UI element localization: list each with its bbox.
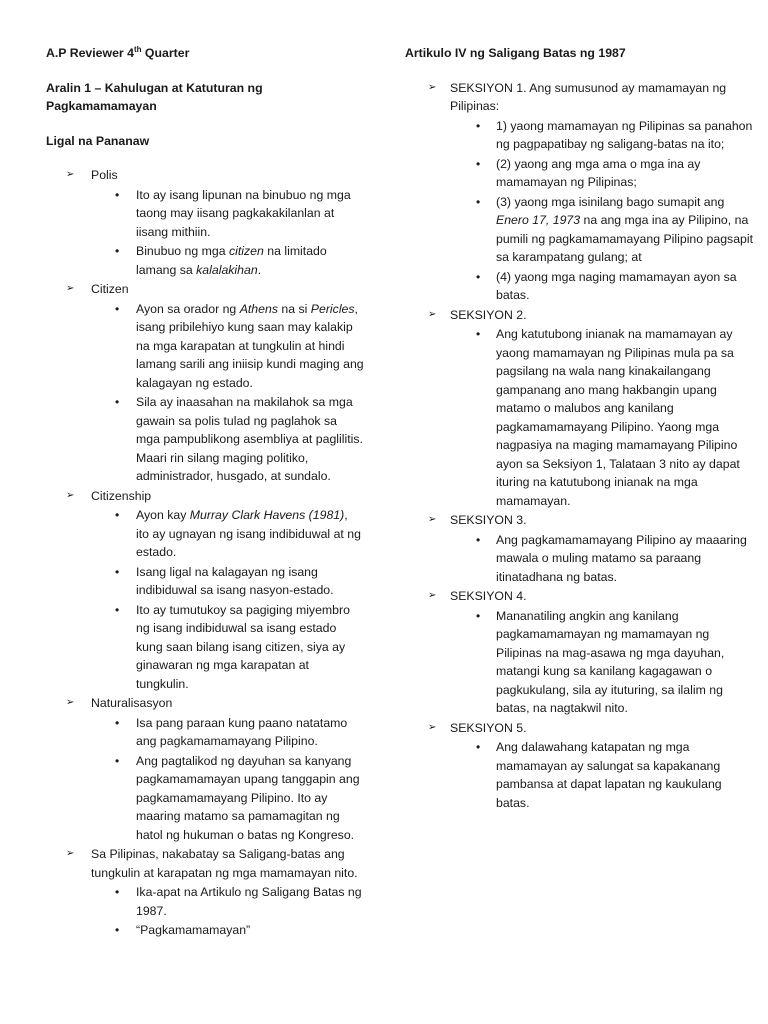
list-item: • Ito ay tumutukoy sa pagiging miyembro ng isang indibiduwal sa isang estado kung saan bilang isang citizen, siya ay ginawaran ng mga karapatan at tungkulin. (115, 602, 350, 691)
section-1: ➢ SEKSIYON 1. Ang sumusunod ay mamamayan ng Pilipinas: (428, 80, 727, 113)
section-2: ➢ SEKSIYON 2. (405, 306, 757, 325)
arrow-bullet-icon: ➢ (428, 81, 437, 93)
list-item: • Isa pang paraan kung paano natatamo ang pagkamamamayang Pilipino. (115, 715, 348, 748)
bullet-icon: • (476, 327, 481, 341)
list-item: • (4) yaong mga naging mamamayan ayon sa batas. (476, 269, 737, 302)
arrow-bullet-icon: ➢ (66, 169, 75, 180)
bullet-icon: • (476, 740, 481, 754)
bullet-icon: • (115, 753, 120, 768)
bullet-icon: • (115, 885, 120, 899)
bullet-icon: • (115, 602, 120, 617)
document-title: A.P Reviewer 4th Quarter (46, 44, 190, 60)
topic-citizenship: ➢ Citizenship (46, 487, 364, 506)
bullet-icon: • (115, 244, 120, 258)
list-item: • (3) yaong mga isinilang bago sumapit ang Enero 17, 1973 na ang mga ina ay Pilipino, na pumili ng pagkamamamayang Pilipino pagsapit sa karampatang gulang; at (476, 194, 754, 264)
topic-polis: ➢ Polis (46, 166, 364, 185)
lesson-title: Aralin 1 – Kahulugan at Katuturan ng Pagkamamamayan (46, 80, 263, 113)
topic-pilipinas: ➢ Sa Pilipinas, nakabatay sa Saligang-batas ang tungkulin at karapatan ng mga mamamayan nito. (66, 847, 358, 880)
section-5: ➢ SEKSIYON 5. (405, 719, 757, 738)
bullet-icon: • (476, 156, 481, 171)
arrow-bullet-icon: ➢ (66, 283, 75, 294)
bullet-icon: • (476, 118, 481, 133)
arrow-bullet-icon: ➢ (428, 514, 437, 525)
list-item: • Ang dalawahang katapatan ng mga mamamayan ay salungat sa kapakanang pambansa at dapat lapatan ng kaukulang batas. (476, 740, 722, 810)
bullet-icon: • (476, 194, 481, 209)
article-title: Artikulo IV ng Saligang Batas ng 1987 (405, 46, 626, 60)
list-item: • 1) yaong mamamayan ng Pilipinas sa panahon ng pagpapatibay ng saligang-batas na ito; (476, 118, 753, 151)
arrow-bullet-icon: ➢ (428, 721, 437, 733)
list-item: • Ito ay isang lipunan na binubuo ng mga taong may iisang pagkakakilanlan at iisang mithiin. (115, 187, 351, 239)
arrow-bullet-icon: ➢ (66, 848, 75, 859)
list-item: • “Pagkamamamayan” (46, 921, 364, 940)
topic-naturalisasyon: ➢ Naturalisasyon (46, 694, 364, 713)
section-title: Ligal na Pananaw (46, 133, 150, 148)
list-item: • Sila ay inaasahan na makilahok sa mga gawain sa polis tulad ng paglahok sa mga pampublikong asembliya at paglilitis. Maari rin silang maging politiko, administrador, husgado, at sundalo. (115, 395, 363, 483)
bullet-icon: • (115, 187, 120, 202)
list-item: • Ayon sa orador ng Athens na si Pericles, isang pribilehiyo kung saan may kalakip na mga karapatan at tungkulin at hindi lamang sarili ang iniisip kundi maging ang kalagayan ng estado. (115, 301, 364, 390)
list-item: • Ang pagkamamamayang Pilipino ay maaaring mawala o muling matamo sa paraang itinatadhana ng batas. (476, 532, 747, 584)
right-column (405, 44, 757, 813)
list-item: • Ika-apat na Artikulo ng Saligang Batas ng 1987. (115, 885, 362, 918)
list-item: • Ang pagtalikod ng dayuhan sa kanyang pagkamamamayan upang tanggapin ang pagkamamamayang Pilipino. Ito ay maaring matamo sa pamamagitan ng hatol ng hukuman o batas ng Kongreso. (115, 753, 360, 842)
topic-citizen: ➢ Citizen (46, 280, 364, 299)
arrow-bullet-icon: ➢ (66, 697, 75, 708)
arrow-bullet-icon: ➢ (66, 489, 75, 501)
bullet-icon: • (115, 301, 120, 316)
section-4: ➢ SEKSIYON 4. (405, 587, 757, 606)
arrow-bullet-icon: ➢ (428, 590, 437, 601)
list-item: • Isang ligal na kalagayan ng isang indibiduwal sa isang nasyon-estado. (115, 564, 334, 597)
bullet-icon: • (115, 564, 120, 579)
list-item: • (2) yaong ang mga ama o mga ina ay mamamayan ng Pilipinas; (476, 156, 701, 189)
left-column (46, 44, 364, 941)
section-3: ➢ SEKSIYON 3. (405, 511, 757, 530)
list-item: • Ang katutubong inianak na mamamayan ay yaong mamamayan ng Pilipinas mula pa sa pagsilang na wala nang kinakailangang gampanang ano mang hakbangin upang matamo o malubos ang kanilang pagkamamamayang Pilipino. Yaong mga nagpasiya na maging mamamayang Pilipino ayon sa Seksiyon 1, Talataan 3 nito ay dapat ituring na katutubong inianak na mga mamamayan. (476, 327, 740, 508)
arrow-bullet-icon: ➢ (428, 308, 437, 320)
list-item: • Ayon kay Murray Clark Havens (1981), ito ay ugnayan ng isang indibiduwal at ng estado. (115, 508, 361, 559)
bullet-icon: • (476, 608, 481, 623)
bullet-icon: • (115, 715, 120, 730)
bullet-icon: • (115, 923, 120, 937)
bullet-icon: • (476, 532, 481, 547)
bullet-icon: • (115, 395, 120, 409)
bullet-icon: • (115, 508, 120, 522)
list-item: • Mananatiling angkin ang kanilang pagkamamamayan ng mamamayan ng Pilipinas na mag-asawa ng mga dayuhan, matangi kung sa kanilang kagagawan o pagkukulang, sila ay ituturing, sa ilalim ng batas, na nagtakwil nito. (476, 608, 725, 715)
list-item: • Binubuo ng mga citizen na limitado lamang sa kalalakihan. (115, 244, 327, 277)
bullet-icon: • (476, 269, 481, 284)
